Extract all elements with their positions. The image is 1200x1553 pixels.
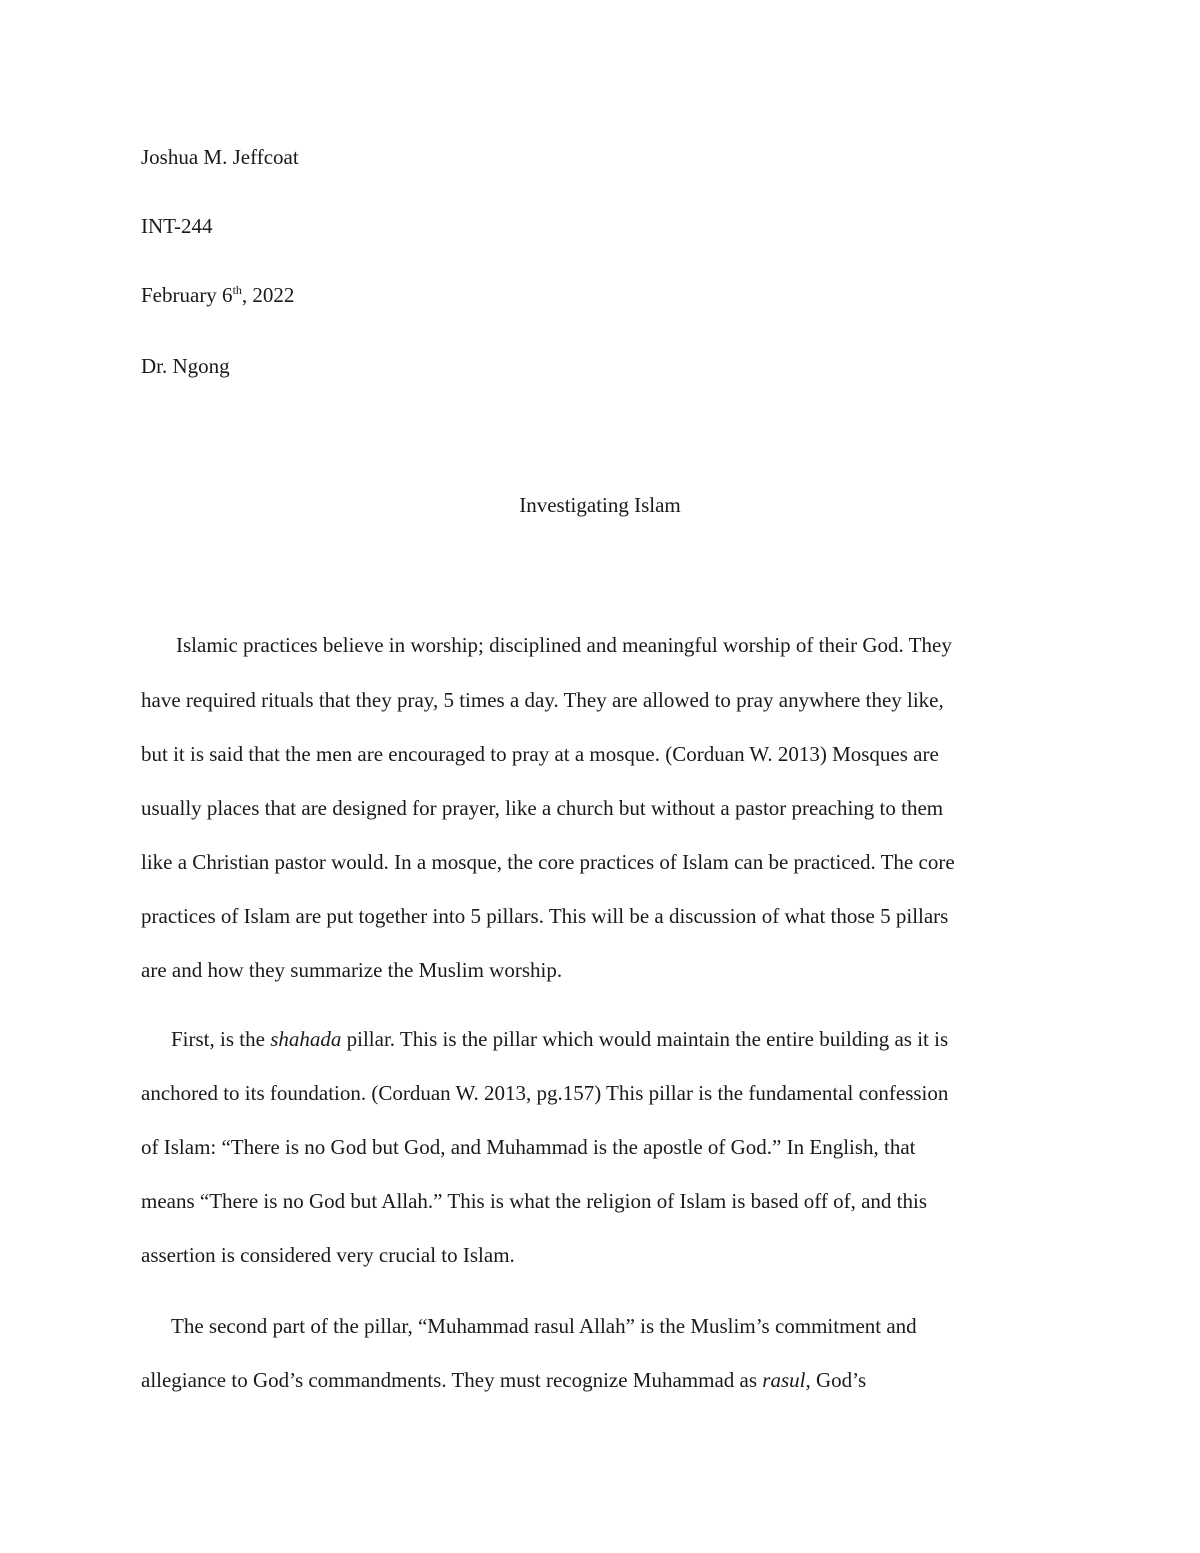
paragraph-2-line-4: means “There is no God but Allah.” This is what the religion of Islam is based off of, and this [141,1189,927,1213]
instructor-name: Dr. Ngong [141,354,230,378]
shahada-term: shahada [270,1027,342,1051]
paragraph-1-line-3: but it is said that the men are encouraged to pray at a mosque. (Corduan W. 2013) Mosques are [141,742,939,766]
paragraph-3-line-1: The second part of the pillar, “Muhammad rasul Allah” is the Muslim’s commitment and [171,1314,917,1338]
paragraph-2-line-1 [171,1025,948,1053]
paragraph-2-line-5: assertion is considered very crucial to Islam. [141,1243,515,1267]
paragraph-1-line-1: Islamic practices believe in worship; disciplined and meaningful worship of their God. They [176,633,952,657]
paragraph-1-line-7: are and how they summarize the Muslim worship. [141,958,563,982]
paragraph-3-line-2 [141,1366,866,1394]
paragraph-3-text-b: God’s [810,1368,867,1392]
paragraph-2-text-b: pillar. This is the pillar which would maintain the entire building as it is [341,1027,949,1051]
author-name: Joshua M. Jeffcoat [141,145,299,169]
paragraph-1-line-6: practices of Islam are put together into 5 pillars. This will be a discussion of what those 5 pillars [141,904,949,928]
course-code: INT-244 [141,214,213,238]
date-line [141,281,294,309]
rasul-term: rasul, [762,1368,811,1392]
date-year: , 2022 [241,283,295,307]
paragraph-3-text-a: allegiance to God’s commandments. They must recognize Muhammad as [141,1368,763,1392]
paragraph-2-text-a: First, is the [171,1027,271,1051]
date-superscript: th [232,283,242,297]
paragraph-1-line-5: like a Christian pastor would. In a mosque, the core practices of Islam can be practiced. The core [141,850,955,874]
page-title: Investigating Islam [519,493,681,517]
paragraph-2-line-3: of Islam: “There is no God but God, and Muhammad is the apostle of God.” In English, that [141,1135,916,1159]
paragraph-2-line-2: anchored to its foundation. (Corduan W. 2013, pg.157) This pillar is the fundamental confession [141,1081,949,1105]
date-text: February 6 [141,283,233,307]
paragraph-1-line-2: have required rituals that they pray, 5 times a day. They are allowed to pray anywhere they like, [141,688,944,712]
paragraph-1-line-4: usually places that are designed for prayer, like a church but without a pastor preaching to them [141,796,944,820]
